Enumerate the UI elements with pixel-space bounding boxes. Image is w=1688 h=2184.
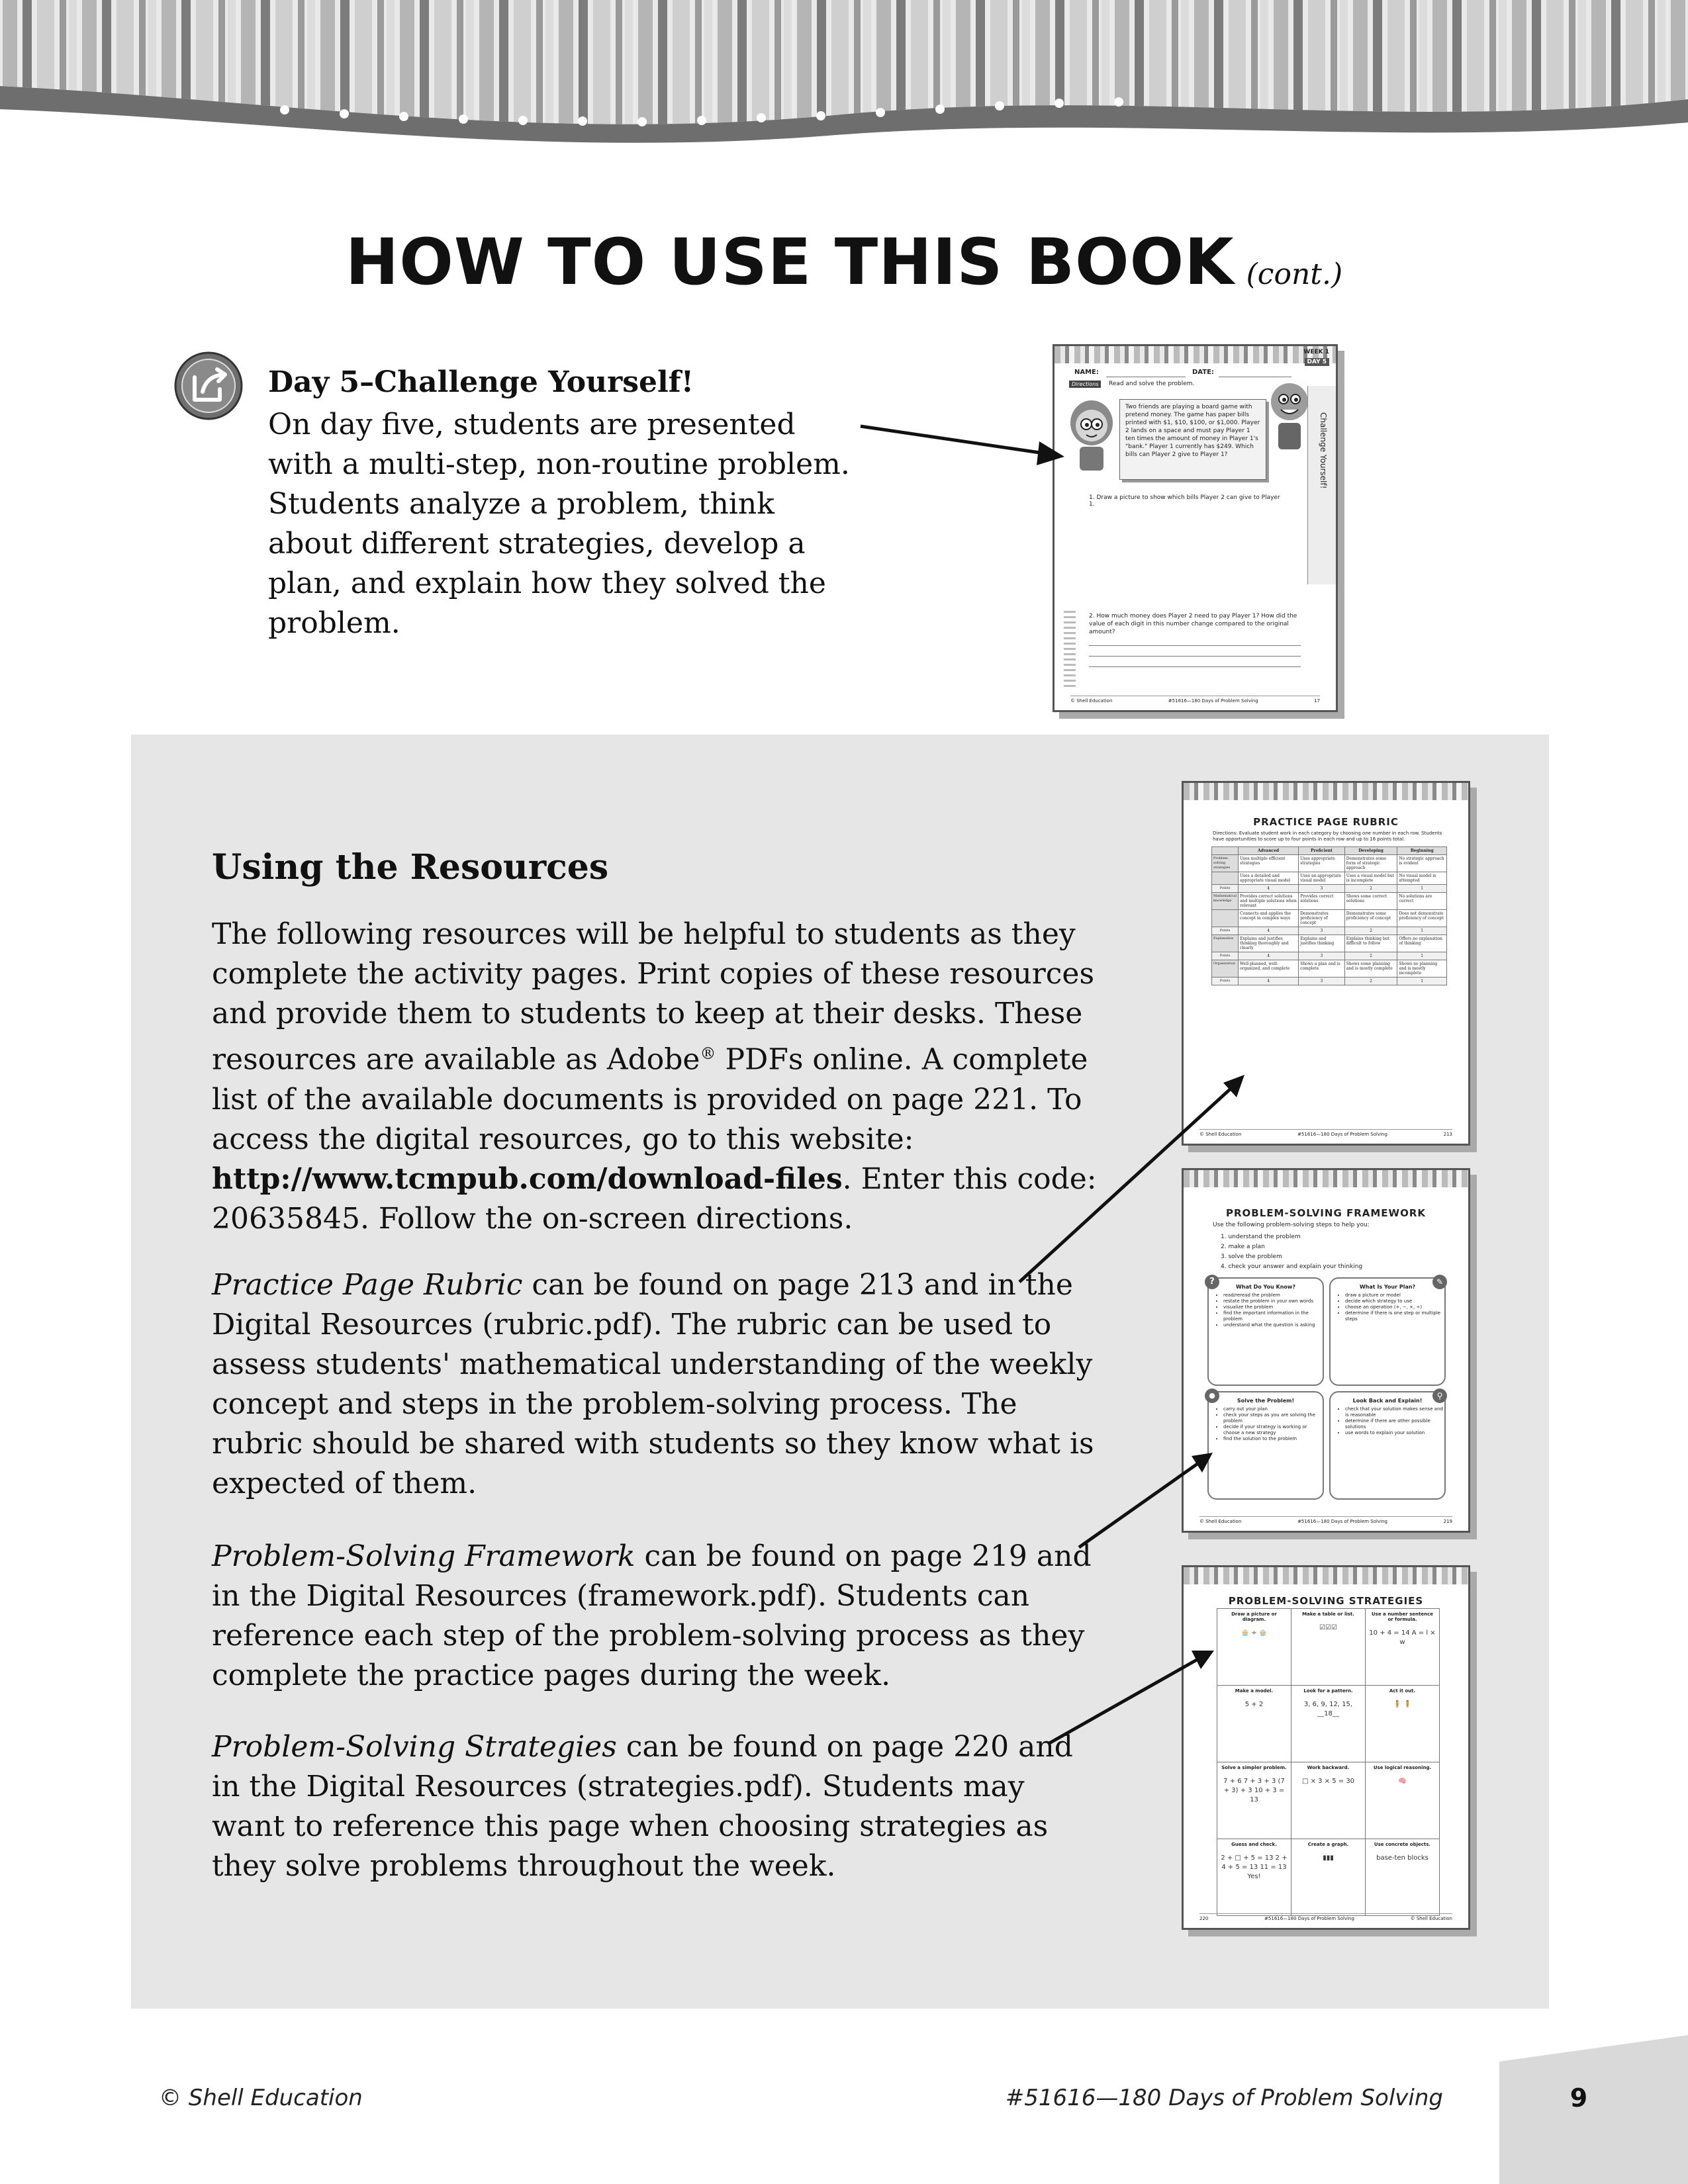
strategies-page-thumbnail <box>1182 1565 1470 1930</box>
table-cell: No visual model is attempted <box>1397 872 1447 885</box>
list-item: • choose an operation (+, −, ×, ÷) <box>1345 1304 1444 1310</box>
strategy-cell <box>1291 1762 1366 1839</box>
header-stripe-banner <box>0 0 1688 152</box>
resources-heading: Using the Resources <box>212 847 609 887</box>
directions-tag: Directions <box>1069 381 1101 388</box>
table-row-label: Explanation <box>1212 935 1239 952</box>
page-title <box>0 225 1688 299</box>
strategy-cell <box>1217 1762 1291 1839</box>
strategy-label: Use a number sentence or formula. <box>1372 1612 1433 1622</box>
side-tab-label: Challenge Yourself! <box>1319 412 1328 489</box>
table-cell: No solutions are correct <box>1397 893 1447 910</box>
strategy-illustration: ☑☑☑ <box>1319 1624 1337 1631</box>
resources-intro-part1: The following resources will be helpful to students as they complete the activity pages. Print copies of these resources and provide them to students to keep at their desks. These resources are available as Adobe <box>212 917 1095 1077</box>
table-cell: Uses an appropriate visual model <box>1299 872 1345 885</box>
strategies-grid <box>1217 1608 1440 1916</box>
download-url-link[interactable]: http://www.tcmpub.com/download-files <box>212 1161 843 1196</box>
list-item: • find the solution to the problem <box>1223 1436 1323 1442</box>
strategy-label: Work backward. <box>1307 1765 1350 1770</box>
page-number: 9 <box>1570 2083 1588 2113</box>
table-cell: 3 <box>1299 885 1345 893</box>
thumbnail-footer-right: #51616—180 Days of Problem Solving <box>1297 1132 1387 1137</box>
framework-box-list <box>1209 1406 1323 1442</box>
table-cell: 4 <box>1239 885 1299 893</box>
side-tab <box>1307 386 1336 584</box>
resources-intro <box>212 915 1105 1239</box>
strategy-illustration: 2 + □ + 5 = 13 2 + 4 + 5 = 13 11 = 13 Yes! <box>1221 1854 1288 1880</box>
framework-step: 3. solve the problem <box>1221 1253 1282 1260</box>
thumbnail-footer-left: 220 <box>1199 1916 1209 1921</box>
table-cell: Explains and justifies thinking thoroughly and clearly <box>1239 935 1299 952</box>
table-row-label <box>1212 910 1239 927</box>
strategy-illustration: 3, 6, 9, 12, 15, __18__ <box>1303 1701 1353 1717</box>
thumbnail-footer-right: #51616—180 Days of Problem Solving <box>1168 698 1258 704</box>
table-cell: 3 <box>1299 978 1345 985</box>
strategies-name: Problem-Solving Strategies <box>212 1730 617 1764</box>
table-cell: Uses a detailed and appropriate visual model <box>1239 872 1299 885</box>
framework-name: Problem-Solving Framework <box>212 1539 635 1573</box>
strategy-label: Act it out. <box>1389 1688 1416 1694</box>
table-cell: Connects and applies the concept in complex ways <box>1239 910 1299 927</box>
thumbnail-footer <box>1070 696 1320 704</box>
table-cell: Shows a plan and is complete <box>1299 960 1345 978</box>
table-cell: Uses multiple efficient strategies <box>1239 855 1299 872</box>
strategy-cell <box>1366 1609 1440 1686</box>
rubric-paragraph <box>212 1265 1105 1504</box>
framework-box-title: What Is Your Plan? <box>1359 1284 1416 1290</box>
list-item: • read/reread the problem <box>1223 1293 1323 1298</box>
table-row <box>1212 978 1447 985</box>
table-row-label: Points <box>1212 927 1239 935</box>
table-cell: 3 <box>1299 927 1345 935</box>
list-item: • check that your solution makes sense and is reasonable <box>1345 1406 1444 1418</box>
strategy-illustration: base-ten blocks <box>1376 1854 1429 1862</box>
framework-step: 1. understand the problem <box>1221 1234 1301 1240</box>
strategy-label: Make a model. <box>1235 1688 1274 1694</box>
table-cell: 2 <box>1344 978 1397 985</box>
table-header-cell <box>1212 847 1239 855</box>
strategy-label: Create a graph. <box>1307 1842 1349 1847</box>
framework-box-title: Solve the Problem! <box>1237 1398 1295 1404</box>
footer-book-title: #51616—180 Days of Problem Solving <box>1005 2085 1443 2111</box>
day5-page-thumbnail <box>1053 344 1338 712</box>
framework-box-title: Look Back and Explain! <box>1352 1398 1423 1404</box>
page-title-suffix: (cont.) <box>1246 257 1343 291</box>
strategy-illustration: ▮▮▮ <box>1323 1854 1334 1862</box>
framework-box <box>1207 1391 1324 1500</box>
list-item: • determine if there are other possible solutions <box>1345 1418 1444 1430</box>
thumbnail-footer-right: #51616—180 Days of Problem Solving <box>1297 1519 1387 1524</box>
framework-box <box>1329 1391 1446 1500</box>
strategies-text: can be found on page 220 and in the Digital Resources (strategies.pdf). Students may want to reference this page when choosing strategies as they solve problems throughout the week. <box>212 1730 1073 1883</box>
resources-intro-part2: PDFs online. A complete list of the available documents is provided on page 221. To access the digital resources, go to this website: <box>212 1042 1088 1156</box>
footer-copyright: © Shell Education <box>159 2085 363 2111</box>
thumbnail-footer-left: © Shell Education <box>1199 1132 1242 1137</box>
table-row <box>1212 885 1447 893</box>
strategy-cell <box>1291 1686 1366 1762</box>
table-cell: Demonstrates some proficiency of concept <box>1344 910 1397 927</box>
framework-box-title: What Do You Know? <box>1236 1284 1295 1290</box>
table-row <box>1212 952 1447 960</box>
table-cell: Demonstrates proficiency of concept <box>1299 910 1345 927</box>
framework-box <box>1329 1277 1446 1386</box>
directions-text: Read and solve the problem. <box>1109 381 1195 387</box>
strategy-cell <box>1217 1609 1291 1686</box>
student-boy-illustration <box>1266 375 1313 455</box>
table-cell: 4 <box>1239 952 1299 960</box>
day5-description: On day five, students are presented with a multi-step, non-routine problem. Students analyze a problem, think about different strategies, develop a plan, and explain how they solved the problem. <box>268 408 850 640</box>
table-cell: Shows some planning and is mostly complete <box>1344 960 1397 978</box>
list-item: • check your steps as you are solving the problem <box>1223 1412 1323 1424</box>
thumbnail-page-number: 213 <box>1443 1132 1452 1137</box>
thumbnail-footer <box>1199 1129 1452 1137</box>
framework-grid <box>1207 1277 1444 1497</box>
table-row-label: Points <box>1212 885 1239 893</box>
table-cell: Uses a visual model but is incomplete <box>1344 872 1397 885</box>
list-item: • determine if there is one step or multiple steps <box>1345 1310 1444 1322</box>
strategy-illustration: 🧠 <box>1398 1778 1407 1785</box>
problem-box <box>1119 399 1266 480</box>
rubric-directions: Directions: Evaluate student work in each category by choosing one number in each row. Students have opportunities to score up to four points in each row and up to 16 points total. <box>1213 831 1442 842</box>
table-cell: 1 <box>1397 978 1447 985</box>
table-cell: 3 <box>1299 952 1345 960</box>
table-cell: Explains thinking but difficult to follow <box>1344 935 1397 952</box>
framework-steps <box>1221 1232 1362 1272</box>
thumbnail-footer <box>1199 1516 1452 1524</box>
table-cell: 4 <box>1239 927 1299 935</box>
thumbnail-page-number: 219 <box>1443 1519 1452 1524</box>
framework-step: 4. check your answer and explain your thinking <box>1221 1263 1363 1270</box>
table-cell: 2 <box>1344 885 1397 893</box>
list-item: • use words to explain your solution <box>1345 1430 1444 1436</box>
page-title-text: HOW TO USE THIS BOOK <box>345 225 1235 299</box>
framework-paragraph <box>212 1537 1105 1696</box>
table-row <box>1212 893 1447 910</box>
table-row <box>1212 960 1447 978</box>
table-cell: 1 <box>1397 927 1447 935</box>
list-item: • decide if your strategy is working or choose a new strategy <box>1223 1424 1323 1436</box>
table-cell: Does not demonstrate proficiency of concept <box>1397 910 1447 927</box>
thumbnail-stripe-banner <box>1184 1170 1468 1187</box>
table-cell: Explains and justifies thinking <box>1299 935 1345 952</box>
framework-thumbnail-title: PROBLEM-SOLVING FRAMEWORK <box>1225 1207 1427 1219</box>
table-row-label: Points <box>1212 978 1239 985</box>
strategy-label: Use logical reasoning. <box>1373 1765 1432 1770</box>
thumbnail-footer-right: © Shell Education <box>1410 1916 1452 1921</box>
strategy-cell <box>1291 1609 1366 1686</box>
framework-page-thumbnail <box>1182 1168 1470 1533</box>
strategy-illustration: □ × 3 × 5 = 30 <box>1301 1778 1355 1785</box>
thumbnail-stripe-banner <box>1184 783 1468 800</box>
strategy-illustration: 🧁 ÷ 🧁 <box>1241 1629 1268 1637</box>
rubric-name: Practice Page Rubric <box>212 1268 523 1302</box>
list-item: • find the important information in the problem <box>1223 1310 1323 1322</box>
strategy-cell <box>1366 1839 1440 1916</box>
framework-step: 2. make a plan <box>1221 1244 1265 1250</box>
name-label: NAME: <box>1074 369 1099 376</box>
table-cell: Provides correct solutions and multiple solutions when relevant <box>1239 893 1299 910</box>
table-cell: 1 <box>1397 952 1447 960</box>
pencil-icon: ✎ <box>1432 1275 1447 1289</box>
challenge-arrow-icon <box>173 351 244 421</box>
strategies-thumbnail-title: PROBLEM-SOLVING STRATEGIES <box>1228 1595 1424 1607</box>
framework-text: can be found on page 219 and in the Digital Resources (framework.pdf). Students can reference each step of the problem-solving process as they complete the practice pages during the week. <box>212 1539 1092 1692</box>
magnifier-icon: ⚲ <box>1432 1388 1447 1403</box>
thumbnail-page-number: 17 <box>1314 698 1320 704</box>
strategy-label: Use concrete objects. <box>1374 1842 1431 1847</box>
table-cell: Demonstrates some form of strategic approach <box>1344 855 1397 872</box>
student-girl-illustration <box>1066 395 1117 475</box>
table-row-label <box>1212 872 1239 885</box>
strategy-label: Make a table or list. <box>1302 1612 1354 1617</box>
table-header-cell: Proficient <box>1299 847 1345 855</box>
arrow-to-day5-thumbnail <box>861 426 1058 455</box>
table-cell: 4 <box>1239 978 1299 985</box>
list-item: • understand what the question is asking <box>1223 1322 1323 1328</box>
table-row-label: Mathematical knowledge <box>1212 893 1239 910</box>
thumbnail-footer-mid: #51616—180 Days of Problem Solving <box>1264 1916 1354 1921</box>
date-label: DATE: <box>1192 369 1214 376</box>
table-header-cell: Advanced <box>1239 847 1299 855</box>
list-item: • restate the problem in your own words <box>1223 1298 1323 1304</box>
strategy-cell <box>1366 1686 1440 1762</box>
registered-mark: ® <box>700 1044 716 1063</box>
thumbnail-stripe-banner <box>1055 346 1336 363</box>
lined-margin <box>1064 611 1076 690</box>
table-header-row <box>1212 847 1447 855</box>
thumbnail-footer-left: © Shell Education <box>1199 1519 1242 1524</box>
strategy-cell <box>1291 1839 1366 1916</box>
strategy-cell <box>1217 1686 1291 1762</box>
resources-intro-part3: . Enter this code: 20635845. Follow the on-screen directions. <box>212 1161 1097 1236</box>
table-cell: Well-planned, well-organized, and complete <box>1239 960 1299 978</box>
table-cell: 1 <box>1397 885 1447 893</box>
framework-box-list <box>1331 1406 1444 1436</box>
table-row-label: Organization <box>1212 960 1239 978</box>
thumbnail-stripe-banner <box>1184 1567 1468 1584</box>
strategy-illustration: 7 + 6 7 + 3 + 3 (7 + 3) + 3 10 + 3 = 13 <box>1223 1778 1285 1803</box>
table-row-label: Points <box>1212 952 1239 960</box>
table-cell: Offers no explanation of thinking <box>1397 935 1447 952</box>
list-item: • visualize the problem <box>1223 1304 1323 1310</box>
framework-intro: Use the following problem-solving steps to help you: <box>1213 1222 1370 1228</box>
question-1: 1. Draw a picture to show which bills Player 2 can give to Player 1. <box>1089 494 1280 508</box>
table-row <box>1212 935 1447 952</box>
lightbulb-icon: ● <box>1205 1388 1219 1403</box>
strategy-illustration: 5 + 2 <box>1244 1701 1264 1708</box>
rubric-table <box>1211 846 1447 985</box>
table-cell: 2 <box>1344 952 1397 960</box>
framework-box-list <box>1209 1293 1323 1328</box>
question-mark-icon: ? <box>1205 1275 1219 1289</box>
framework-box-list <box>1331 1293 1444 1322</box>
rubric-text: can be found on page 213 and in the Digital Resources (rubric.pdf). The rubric can be used to assess students' mathematical understanding of the weekly concept and steps in the problem-solving process. The rubric should be shared with students so they know what is expected of them. <box>212 1268 1094 1500</box>
thumbnail-footer-left: © Shell Education <box>1070 698 1113 704</box>
rubric-thumbnail-title: PRACTICE PAGE RUBRIC <box>1253 816 1399 828</box>
strategy-label: Solve a simpler problem. <box>1221 1765 1287 1770</box>
strategy-label: Draw a picture or diagram. <box>1231 1612 1277 1622</box>
framework-box <box>1207 1277 1324 1386</box>
strategy-illustration: 10 + 4 = 14 A = l × w <box>1369 1629 1436 1646</box>
table-row <box>1212 872 1447 885</box>
strategy-cell <box>1366 1762 1440 1839</box>
table-header-cell: Beginning <box>1397 847 1447 855</box>
list-item: • decide which strategy to use <box>1345 1298 1444 1304</box>
table-row <box>1212 910 1447 927</box>
strategies-paragraph <box>212 1727 1105 1886</box>
strategy-label: Look for a pattern. <box>1303 1688 1353 1694</box>
table-row <box>1212 927 1447 935</box>
strategy-label: Guess and check. <box>1231 1842 1277 1847</box>
table-header-cell: Developing <box>1344 847 1397 855</box>
table-cell: 2 <box>1344 927 1397 935</box>
table-row <box>1212 855 1447 872</box>
question-2: 2. How much money does Player 2 need to pay Player 1? How did the value of each digit in this number change compared to the original amount? <box>1089 613 1297 635</box>
rubric-page-thumbnail <box>1182 781 1470 1146</box>
table-cell: No strategic approach is evident <box>1397 855 1447 872</box>
day5-heading: Day 5–Challenge Yourself! <box>268 365 694 399</box>
table-cell: Shows no planning and is mostly incomplete <box>1397 960 1447 978</box>
day-label: DAY 5 <box>1305 358 1330 366</box>
list-item: • draw a picture or model <box>1345 1293 1444 1298</box>
strategy-cell <box>1217 1839 1291 1916</box>
table-cell: Provides correct solutions <box>1299 893 1345 910</box>
table-cell: Shows some correct solutions <box>1344 893 1397 910</box>
table-row-label: Problem-solving strategies <box>1212 855 1239 872</box>
problem-text: Two friends are playing a board game with pretend money. The game has paper bills printed with $1, $10, $100, or $1,000. Player 2 lands on a space and must pay Player 1 ten times the amount of money in Player 1's "bank." Player 1 currently has $249. Which bills can Player 2 give to Player 1? <box>1125 404 1260 458</box>
table-cell: Uses appropriate strategies <box>1299 855 1345 872</box>
strategy-illustration: 🧍 🧍 <box>1393 1701 1412 1708</box>
thumbnail-footer <box>1199 1913 1452 1921</box>
week-label: WEEK 1 <box>1303 349 1329 355</box>
list-item: • carry out your plan <box>1223 1406 1323 1412</box>
